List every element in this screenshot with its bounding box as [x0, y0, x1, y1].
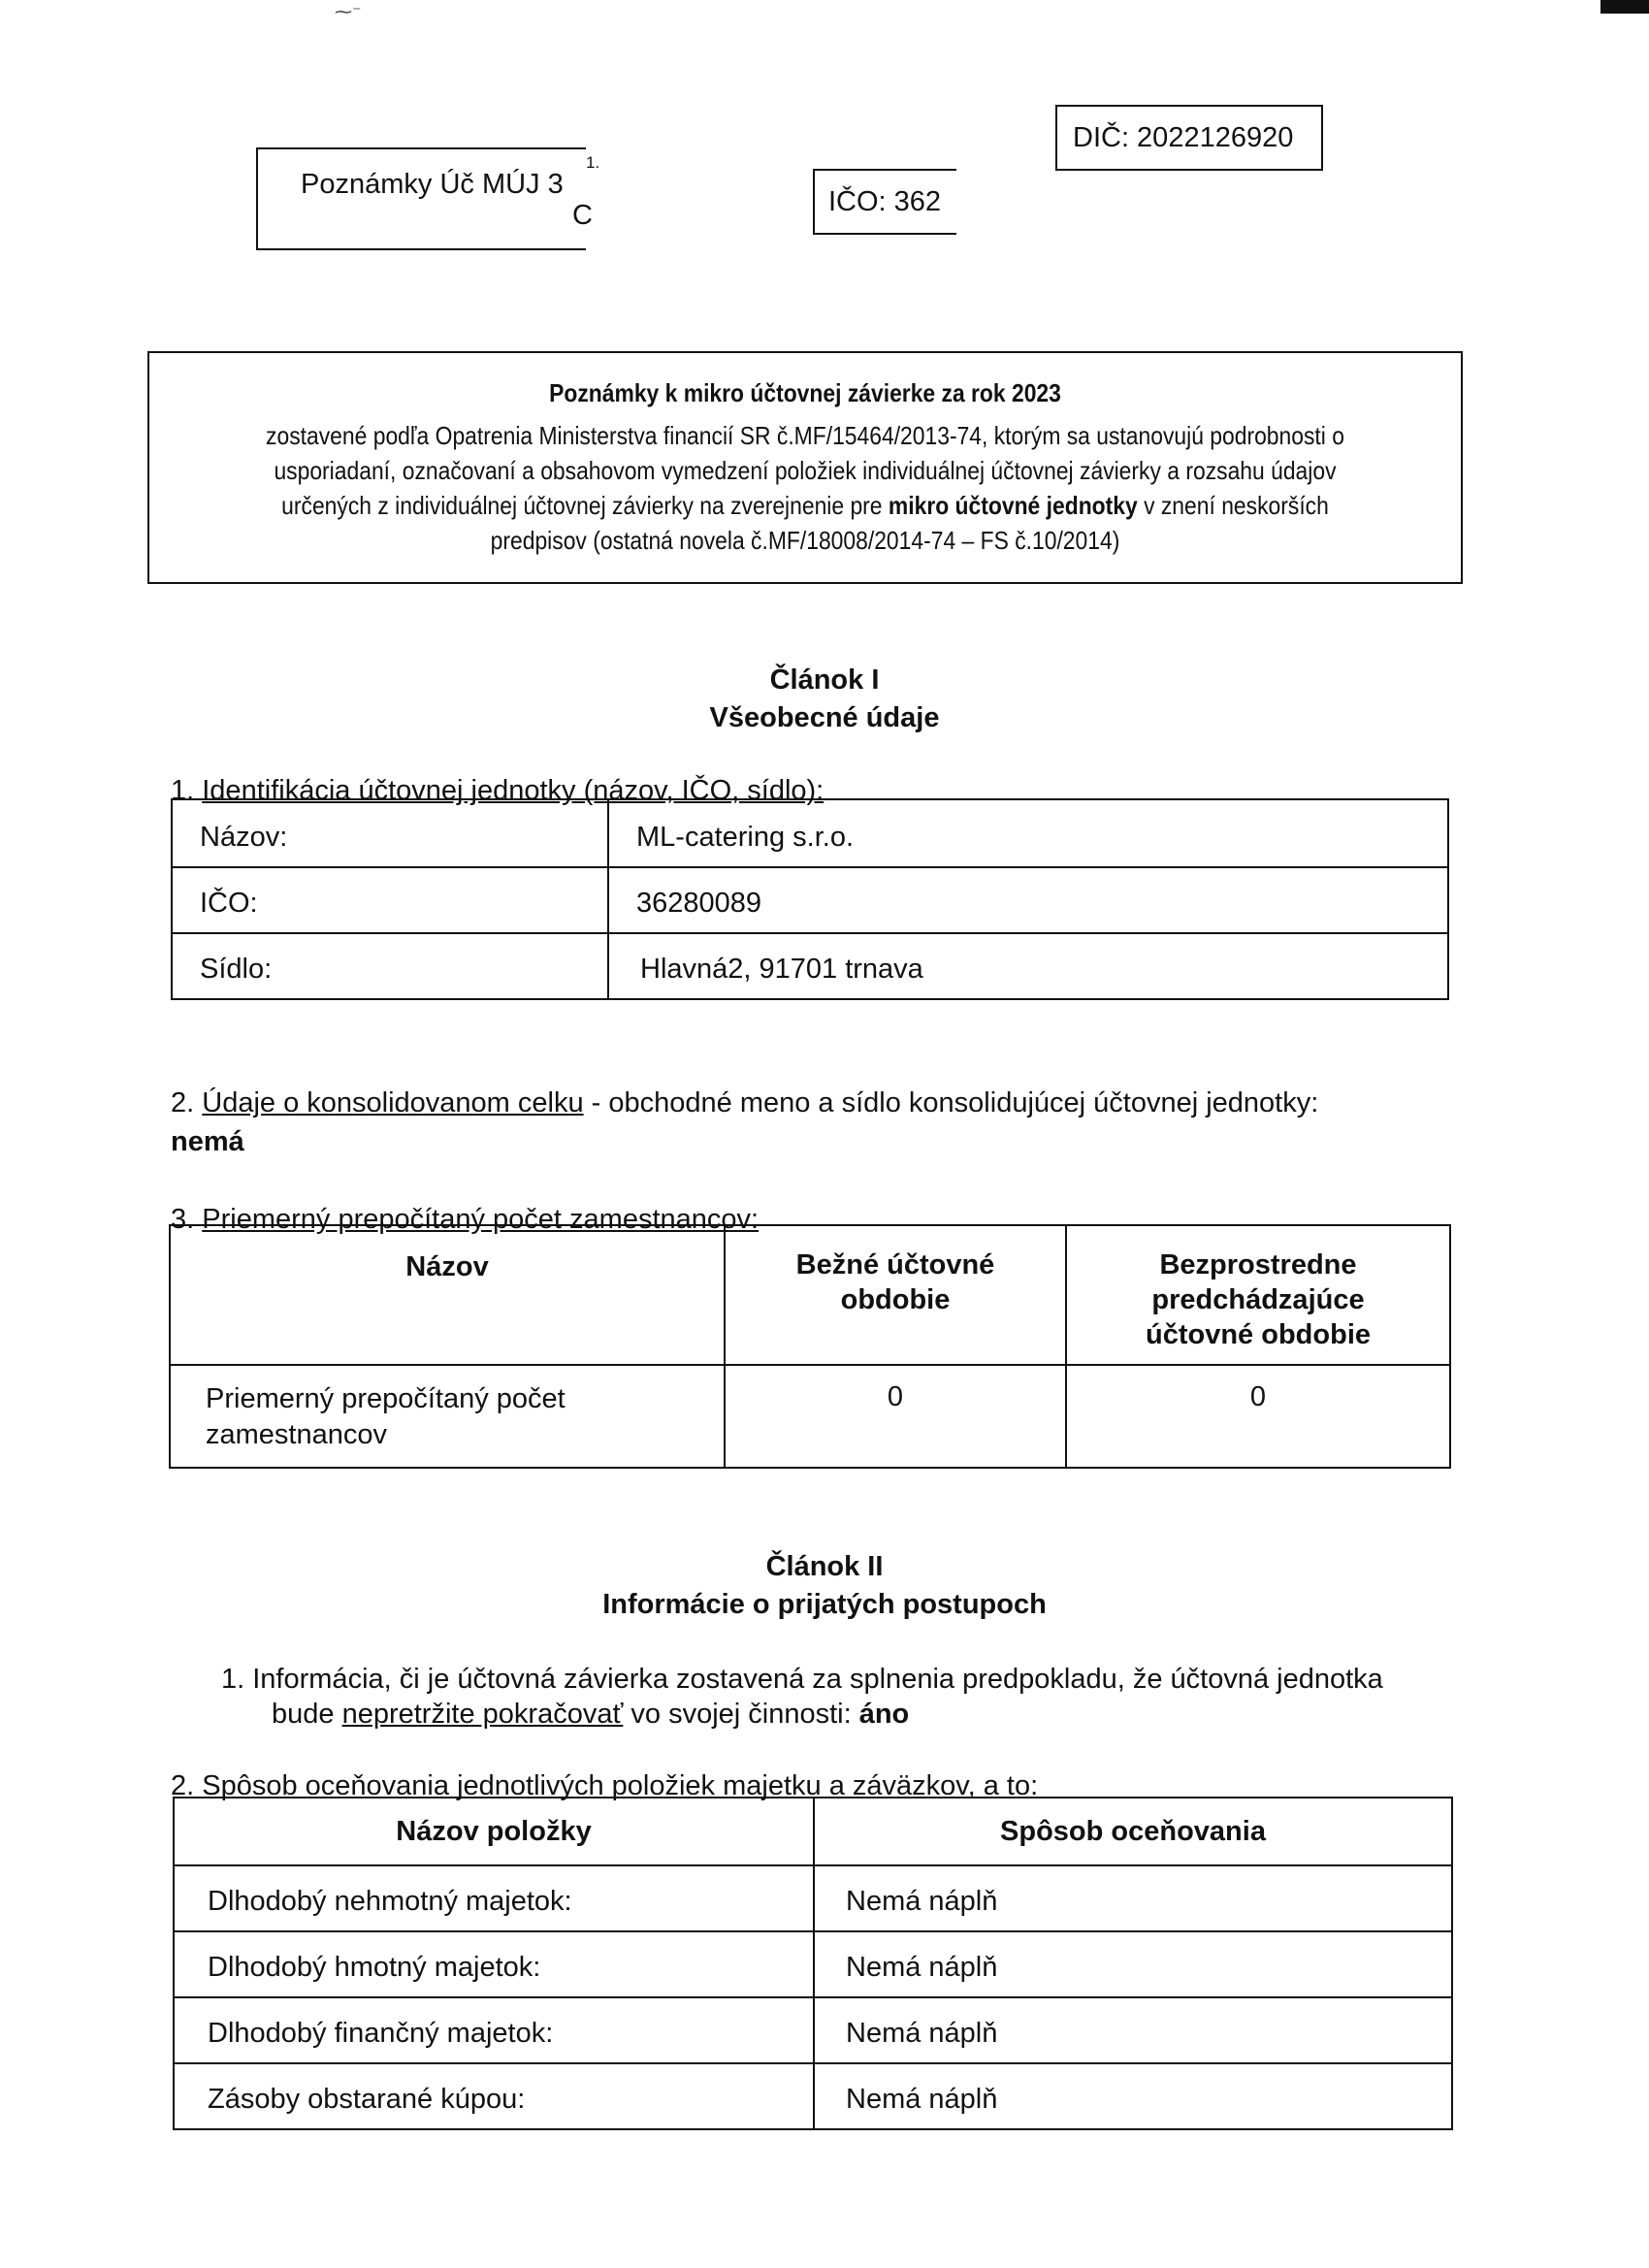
employees-row-name: Priemerný prepočítaný počet zamestnancov: [170, 1365, 725, 1468]
table-row: [174, 2063, 1452, 2129]
clanok1-title: Článok I: [769, 664, 880, 696]
table-row: [174, 1997, 1452, 2063]
item1-num: 1.: [221, 1664, 245, 1695]
clanok2-subtitle: Informácie o prijatých postupoch: [602, 1589, 1047, 1620]
valuation-row-name: Dlhodobý hmotný majetok:: [174, 1931, 814, 1997]
section3-label: Priemerný prepočítaný počet zamestnancov:: [202, 1204, 760, 1235]
valuation-header-method: Spôsob oceňovania: [814, 1798, 1452, 1865]
employees-table: [169, 1224, 1451, 1469]
valuation-row-name: Dlhodobý nehmotný majetok:: [174, 1865, 814, 1931]
section2-num: 2.: [171, 1087, 203, 1118]
item1-link-text: nepretržite pokračovať: [341, 1699, 624, 1730]
table-row: [172, 867, 1448, 933]
ident-label-cell: Sídlo:: [172, 933, 608, 999]
employees-header-name: Názov: [170, 1225, 725, 1365]
item1-line2: [272, 1696, 909, 1733]
poznamky-header-line1: Poznámky Úč MÚJ 3: [301, 169, 564, 200]
clanok2-title: Článok II: [765, 1551, 884, 1582]
item1-text-b2: vo svojej činnosti:: [623, 1699, 859, 1730]
table-row: [174, 1798, 1452, 1865]
item1-text-a: Informácia, či je účtovná závierka zostavená za splnenia predpokladu, že účtovná jednotka: [252, 1664, 1383, 1695]
section3-num: 3.: [171, 1204, 203, 1235]
dic-header-box: [1055, 105, 1323, 171]
ico-header-box: [813, 169, 956, 235]
intro-text-b: v znení neskorších predpisov (ostatná novela č.MF/18008/2014-74 – FS č.10/2014): [490, 491, 1329, 555]
ident-label-cell: IČO:: [172, 867, 608, 933]
identification-table: [171, 798, 1449, 1000]
section2-value: nemá: [171, 1126, 244, 1157]
item2-num: 2.: [171, 1770, 203, 1801]
ident-value-cell: Hlavná2, 91701 trnava: [608, 933, 1448, 999]
item1-answer: áno: [858, 1699, 910, 1730]
intro-title: Poznámky k mikro účtovnej závierke za rok 2023: [549, 378, 1061, 407]
clanok1-subtitle: Všeobecné údaje: [709, 702, 940, 733]
intro-text-bold: mikro účtovné jednotky: [888, 491, 1138, 520]
valuation-row-method: Nemá náplň: [814, 1997, 1452, 2063]
clanok1-heading: [0, 662, 1649, 737]
poznamky-header-box: [256, 147, 600, 250]
table-row: [170, 1365, 1450, 1468]
table-row: [174, 1865, 1452, 1931]
intro-text: [240, 418, 1370, 558]
poznamky-header-sup: 1.: [586, 153, 600, 172]
section2-rest: - obchodné meno a sídlo konsolidujúcej účtovnej jednotky:: [583, 1087, 1319, 1118]
ident-label-cell: Názov:: [172, 799, 608, 867]
dic-header-label: DIČ: 2022126920: [1073, 122, 1294, 153]
table-row: [172, 799, 1448, 867]
poznamky-header-line2: C: [572, 200, 593, 231]
valuation-row-method: Nemá náplň: [814, 1931, 1452, 1997]
section1-num: 1.: [171, 775, 203, 806]
employees-header-current: Bežné účtovné obdobie: [725, 1225, 1066, 1365]
employees-header-previous: Bezprostredne predchádzajúce účtovné obdobie: [1066, 1225, 1450, 1365]
valuation-row-method: Nemá náplň: [814, 1865, 1452, 1931]
employees-row-current: 0: [725, 1365, 1066, 1468]
item1-text-b1: bude: [272, 1699, 342, 1730]
section2-heading: [171, 1085, 1318, 1121]
valuation-row-method: Nemá náplň: [814, 2063, 1452, 2129]
intro-text-a: zostavené podľa Opatrenia Ministerstva financií SR č.MF/15464/2013-74, ktorým sa ustanovujú podrobnosti o usporiadaní, označovaní a obsahovom vymedzení položiek individuálnej účtovnej závierky a rozsahu údajov určených z individuálnej účtovnej závierky na zverejnenie pre: [266, 421, 1344, 520]
section2-label: Údaje o konsolidovanom celku: [202, 1087, 584, 1118]
ident-value-cell: 36280089: [608, 867, 1448, 933]
item2-label: Spôsob oceňovania jednotlivých položiek majetku a záväzkov, a to:: [202, 1770, 1039, 1801]
employees-row-previous: 0: [1066, 1365, 1450, 1468]
table-row: [170, 1225, 1450, 1365]
scan-scribble: ⁓⁻: [335, 2, 362, 21]
valuation-row-name: Zásoby obstarané kúpou:: [174, 2063, 814, 2129]
table-row: [174, 1931, 1452, 1997]
table-row: [172, 933, 1448, 999]
intro-box: [147, 351, 1463, 584]
valuation-header-name: Názov položky: [174, 1798, 814, 1865]
clanok2-heading: [0, 1548, 1649, 1624]
ident-value-cell: ML-catering s.r.o.: [608, 799, 1448, 867]
item1-line1: [221, 1661, 1383, 1698]
section1-label: Identifikácia účtovnej jednotky (názov, IČO, sídlo):: [202, 775, 824, 806]
valuation-table: [173, 1797, 1453, 2130]
valuation-row-name: Dlhodobý finančný majetok:: [174, 1997, 814, 2063]
ico-header-label: IČO: 362: [828, 186, 942, 217]
scan-edge-mark: [1600, 0, 1649, 14]
